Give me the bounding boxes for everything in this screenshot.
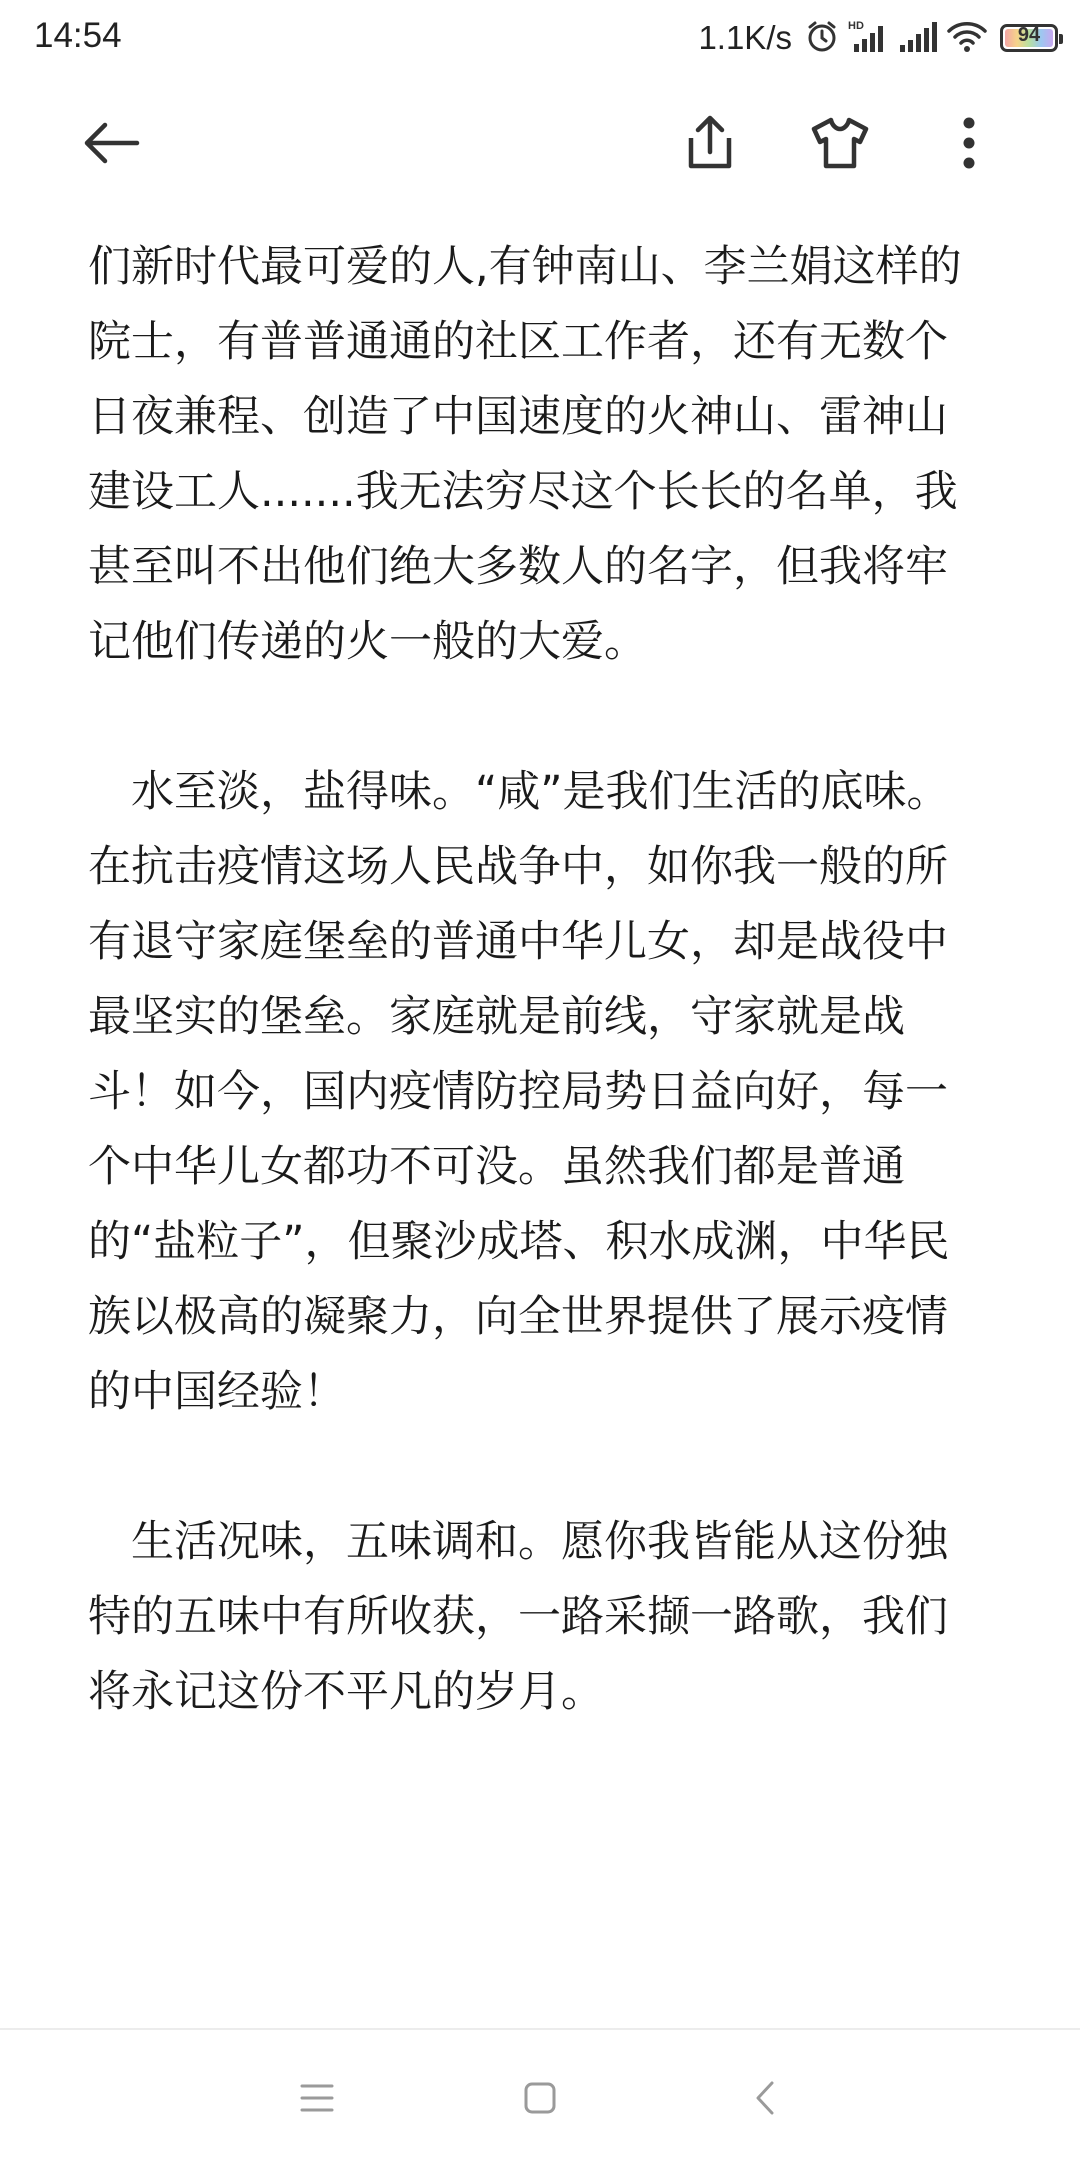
battery-icon — [1000, 24, 1058, 52]
top-toolbar — [0, 100, 1080, 190]
recents-button[interactable] — [277, 2060, 357, 2140]
signal-icon — [898, 18, 938, 58]
status-time: 14:54 — [34, 16, 122, 55]
article-paragraph: 们新时代最可爱的人,有钟南山、李兰娟这样的院士，有普普通通的社区工作者，还有无数个日夜兼程、创造了中国速度的火神山、雷神山建设工人.......我无法穷尽这个长长的名单，我甚至叫不出他们绝大多数人的名字，但我将牢记他们传递的火一般的大爱。 — [88, 242, 962, 667]
more-options-button[interactable] — [924, 100, 1014, 190]
wifi-icon — [946, 18, 988, 58]
back-chevron-icon — [753, 2079, 777, 2121]
menu-icon — [299, 2082, 335, 2118]
svg-text:HD: HD — [848, 20, 864, 32]
nav-back-button[interactable] — [725, 2060, 805, 2140]
back-arrow-icon — [81, 121, 141, 169]
home-square-icon — [523, 2081, 557, 2119]
theme-shirt-icon — [810, 116, 870, 174]
status-bar — [0, 0, 1080, 80]
article-paragraph: 水至淡，盐得味。“咸”是我们生活的底味。在抗击疫情这场人民战争中，如你我一般的所有退守家庭堡垒的普通中华儿女，却是战役中最坚实的堡垒。家庭就是前线，守家就是战斗！如今，国内疫情防控局势日益向好，每一个中华儿女都功不可没。虽然我们都是普通的“盐粒子”，但聚沙成塔、积水成渊，中华民族以极高的凝聚力，向全世界提供了展示疫情的中国经验！ — [88, 767, 950, 1417]
share-button[interactable] — [665, 100, 755, 190]
home-button[interactable] — [500, 2060, 580, 2140]
share-icon — [683, 114, 737, 176]
battery-level: 94 — [1017, 24, 1041, 46]
network-speed: 1.1K/s — [698, 19, 792, 56]
status-icons — [698, 14, 1058, 62]
theme-button[interactable] — [795, 100, 885, 190]
back-button[interactable] — [66, 100, 156, 190]
alarm-icon — [804, 18, 840, 58]
system-nav-bar — [0, 2030, 1080, 2160]
hd-signal-icon — [848, 18, 890, 58]
article-body — [88, 230, 988, 1730]
article-paragraph: 生活况味，五味调和。愿你我皆能从这份独特的五味中有所收获，一路采撷一路歌，我们将永记这份不平凡的岁月。 — [88, 1517, 948, 1717]
more-vertical-icon — [962, 116, 976, 174]
